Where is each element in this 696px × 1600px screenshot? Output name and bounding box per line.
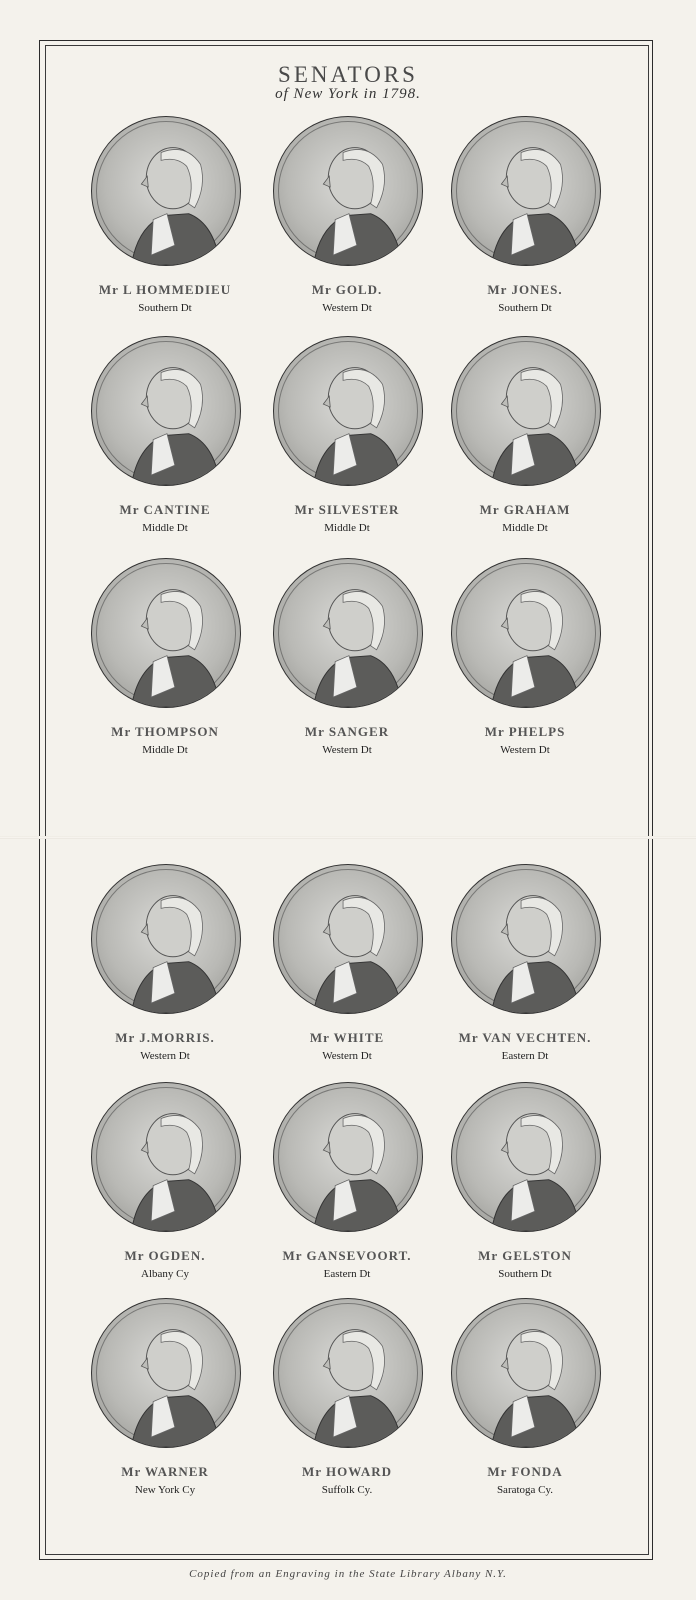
profile-silhouette-icon [92, 1299, 240, 1447]
profile-silhouette-icon [274, 559, 422, 707]
profile-silhouette-icon [92, 865, 240, 1013]
senator-name: Mr GRAHAM [479, 502, 571, 517]
senator-district: Eastern Dt [323, 1268, 371, 1280]
portrait-medallion [273, 558, 423, 708]
portrait-medallion [451, 1082, 601, 1232]
senator-name: Mr FONDA [487, 1464, 563, 1479]
senator-district: Albany Cy [141, 1268, 189, 1280]
portrait-medallion [273, 116, 423, 266]
profile-silhouette-icon [274, 117, 422, 265]
portrait-medallion [273, 336, 423, 486]
portrait-medallion [451, 558, 601, 708]
portrait-medallion [451, 116, 601, 266]
senator-name: Mr THOMPSON [111, 724, 219, 739]
senator-district: Eastern Dt [501, 1050, 549, 1062]
profile-silhouette-icon [92, 337, 240, 485]
senator-district: Middle Dt [324, 522, 370, 534]
profile-silhouette-icon [274, 1083, 422, 1231]
senator-district: Middle Dt [142, 522, 188, 534]
page-title: SENATORS [278, 62, 418, 87]
senator-name: Mr JONES. [487, 282, 563, 297]
senator-district: Western Dt [322, 1050, 372, 1062]
profile-silhouette-icon [92, 1083, 240, 1231]
footer-caption: Copied from an Engraving in the State Library Albany N.Y. [189, 1568, 507, 1580]
profile-silhouette-icon [452, 559, 600, 707]
senator-district: Southern Dt [498, 302, 552, 314]
senator-name: Mr WHITE [309, 1030, 385, 1045]
senator-name: Mr PHELPS [484, 724, 566, 739]
profile-silhouette-icon [452, 1083, 600, 1231]
senator-name: Mr WARNER [121, 1464, 209, 1479]
paper-fold-line [0, 836, 696, 839]
senator-name: Mr VAN VECHTEN. [458, 1030, 592, 1045]
page-subtitle: of New York in 1798. [275, 86, 421, 102]
profile-silhouette-icon [92, 559, 240, 707]
portrait-medallion [91, 116, 241, 266]
profile-silhouette-icon [452, 1299, 600, 1447]
senator-name: Mr GOLD. [311, 282, 383, 297]
senator-district: Saratoga Cy. [496, 1484, 554, 1496]
portrait-medallion [273, 1082, 423, 1232]
senator-district: Southern Dt [498, 1268, 552, 1280]
senator-district: Middle Dt [502, 522, 548, 534]
senator-name: Mr SILVESTER [294, 502, 400, 517]
portrait-medallion [91, 1298, 241, 1448]
portrait-medallion [273, 1298, 423, 1448]
profile-silhouette-icon [274, 1299, 422, 1447]
senator-name: Mr L HOMMEDIEU [98, 282, 232, 297]
senator-name: Mr GELSTON [478, 1248, 572, 1263]
senator-district: Western Dt [322, 744, 372, 756]
senator-name: Mr SANGER [304, 724, 390, 739]
portrait-medallion [451, 336, 601, 486]
senator-district: Western Dt [140, 1050, 190, 1062]
profile-silhouette-icon [452, 337, 600, 485]
portrait-medallion [91, 864, 241, 1014]
senator-district: New York Cy [134, 1484, 196, 1496]
portrait-medallion [451, 1298, 601, 1448]
portrait-medallion [451, 864, 601, 1014]
portrait-medallion [91, 336, 241, 486]
senator-district: Middle Dt [142, 744, 188, 756]
portrait-medallion [273, 864, 423, 1014]
senator-district: Suffolk Cy. [321, 1484, 373, 1496]
senator-name: Mr GANSEVOORT. [282, 1248, 412, 1263]
senator-name: Mr J.MORRIS. [115, 1030, 215, 1045]
profile-silhouette-icon [452, 117, 600, 265]
senator-name: Mr CANTINE [119, 502, 211, 517]
senator-name: Mr HOWARD [301, 1464, 392, 1479]
profile-silhouette-icon [92, 117, 240, 265]
profile-silhouette-icon [274, 865, 422, 1013]
portrait-medallion [91, 1082, 241, 1232]
profile-silhouette-icon [274, 337, 422, 485]
senator-name: Mr OGDEN. [124, 1248, 206, 1263]
portrait-medallion [91, 558, 241, 708]
senator-district: Southern Dt [138, 302, 192, 314]
senator-district: Western Dt [322, 302, 372, 314]
senator-district: Western Dt [500, 744, 550, 756]
profile-silhouette-icon [452, 865, 600, 1013]
